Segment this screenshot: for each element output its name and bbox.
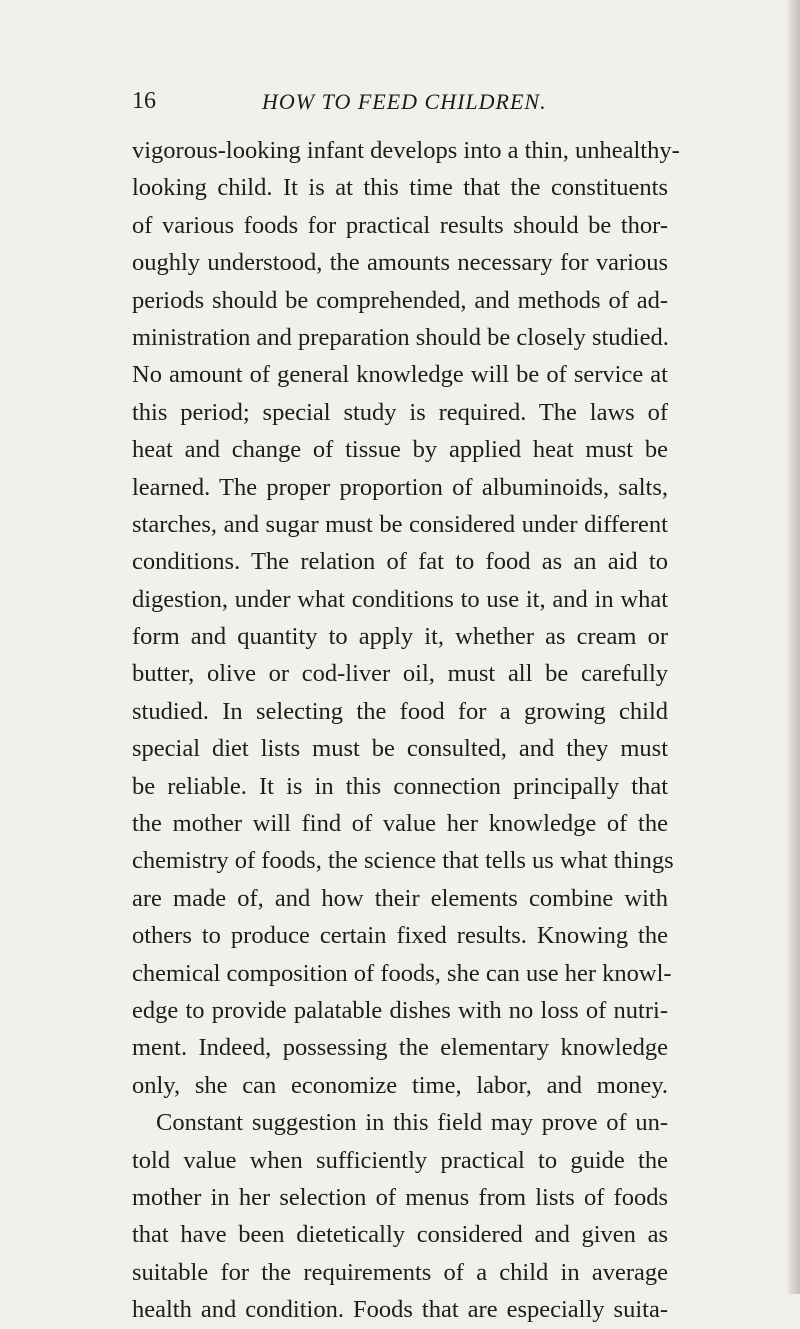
text-line: told value when sufficiently practical to guide the — [132, 1146, 668, 1174]
text-line: looking child. It is at this time that the constituents — [132, 174, 668, 202]
text-line: periods should be comprehended, and methods of ad- — [132, 286, 668, 314]
text-line: Constant suggestion in this field may prove of un- — [156, 1109, 668, 1137]
text-line: form and quantity to apply it, whether as cream or — [132, 623, 668, 651]
text-line: conditions. The relation of fat to food as an aid to — [132, 548, 668, 576]
text-line: starches, and sugar must be considered under different — [132, 510, 668, 538]
text-line: the mother will find of value her knowledge of the — [132, 810, 668, 838]
text-line: digestion, under what conditions to use it, and in what — [132, 585, 668, 613]
text-line: be reliable. It is in this connection principally that — [132, 772, 668, 800]
body-text — [132, 132, 680, 1329]
running-title: HOW TO FEED CHILDREN. — [262, 89, 547, 114]
text-line: special diet lists must be consulted, and they must — [132, 735, 668, 763]
text-line: butter, olive or cod-liver oil, must all be carefully — [132, 660, 668, 688]
text-line: health and condition. Foods that are especially suita- — [132, 1296, 668, 1324]
text-line: of various foods for practical results should be thor- — [132, 211, 668, 239]
text-line: vigorous-looking infant develops into a thin, unhealthy- — [132, 137, 680, 164]
text-line: are made of, and how their elements combine with — [132, 884, 668, 912]
text-line: chemical composition of foods, she can use her knowl- — [132, 959, 672, 987]
text-line: No amount of general knowledge will be of service at — [132, 361, 668, 389]
text-line: others to produce certain fixed results. Knowing the — [132, 922, 668, 950]
text-line: mother in her selection of menus from lists of foods — [132, 1183, 668, 1211]
page-header — [132, 88, 672, 118]
text-line: edge to provide palatable dishes with no loss of nutri- — [132, 996, 668, 1024]
text-line: oughly understood, the amounts necessary for various — [132, 249, 668, 277]
page-number: 16 — [132, 88, 156, 114]
text-line: heat and change of tissue by applied heat must be — [132, 436, 668, 464]
text-line: learned. The proper proportion of albuminoids, salts, — [132, 473, 668, 501]
text-line: studied. In selecting the food for a growing child — [132, 697, 668, 725]
page-edge — [786, 0, 800, 1294]
text-line: only, she can economize time, labor, and money. — [132, 1071, 668, 1099]
text-line: that have been dietetically considered and given as — [132, 1221, 668, 1249]
text-line: ministration and preparation should be closely studied. — [132, 323, 669, 351]
text-line: chemistry of foods, the science that tells us what things — [132, 847, 674, 875]
text-line: ment. Indeed, possessing the elementary knowledge — [132, 1034, 668, 1062]
text-line: this period; special study is required. The laws of — [132, 398, 668, 426]
text-line: suitable for the requirements of a child in average — [132, 1258, 668, 1286]
